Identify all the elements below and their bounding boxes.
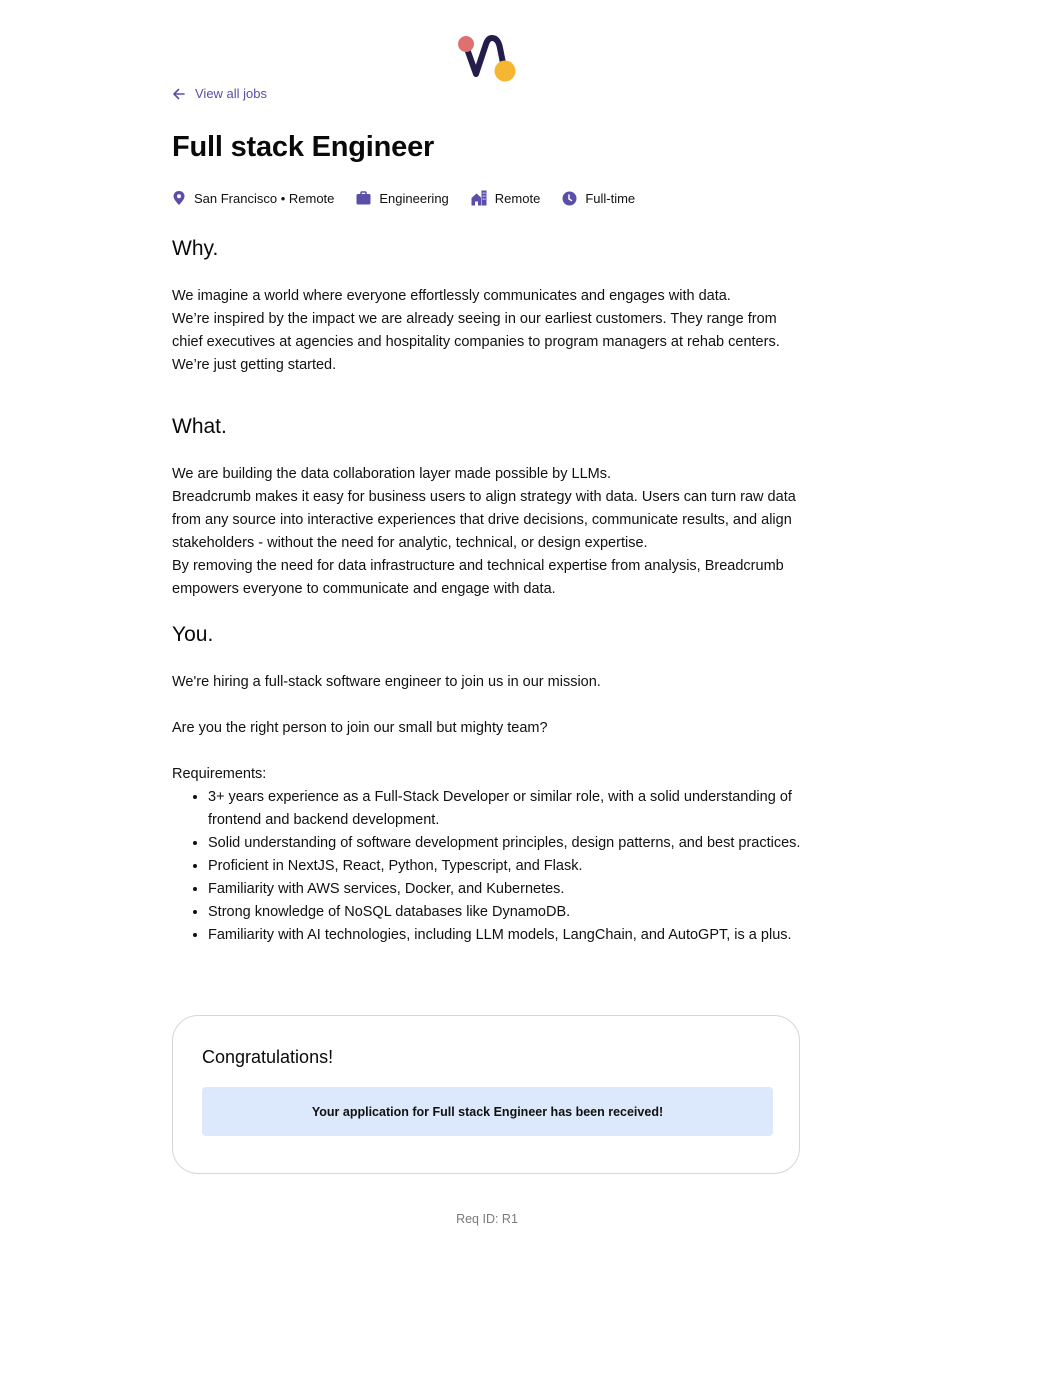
req-id: Req ID: R1 — [456, 1212, 518, 1226]
section-you-heading: You. — [172, 623, 214, 646]
requirement-item: • Familiarity with AWS services, Docker, and Kubernetes. — [208, 878, 802, 901]
meta-department-label: Engineering — [379, 190, 449, 206]
what-paragraph-1: We are building the data collaboration layer made possible by LLMs. — [172, 466, 612, 482]
requirement-item: • Proficient in NextJS, React, Python, Typescript, and Flask. — [208, 855, 802, 878]
why-paragraph-2: We’re inspired by the impact we are already seeing in our earliest customers. They range from chief executives at agencies and hospitality companies to program managers at rehab centers. We’re just getting started. — [172, 311, 780, 373]
view-all-jobs-link[interactable] — [172, 86, 267, 101]
job-meta — [172, 190, 657, 206]
view-all-jobs-label: View all jobs — [195, 86, 268, 101]
why-paragraph-1: We imagine a world where everyone effortlessly communicates and engages with data. — [172, 288, 731, 304]
requirement-item: • Solid understanding of software development principles, design patterns, and best practices. — [208, 832, 802, 855]
meta-employment-type — [562, 191, 635, 206]
requirements-list — [172, 786, 802, 947]
meta-employment-type-label: Full-time — [585, 190, 636, 206]
meta-workplace — [471, 190, 541, 206]
confirmation-title: Congratulations! — [202, 1047, 334, 1067]
clock-icon — [562, 191, 577, 206]
page-title: Full stack Engineer — [172, 131, 435, 163]
section-what — [172, 411, 802, 619]
section-why — [172, 233, 802, 411]
confirmation-message: Your application for Full stack Engineer has been received! — [202, 1087, 773, 1136]
requirement-item: • 3+ years experience as a Full-Stack Developer or similar role, with a solid understanding of frontend and backend development. — [208, 786, 802, 832]
section-you — [172, 619, 802, 947]
map-pin-icon — [172, 190, 186, 206]
briefcase-icon — [356, 191, 371, 205]
requirements-label: Requirements: — [172, 766, 267, 782]
meta-location-label: San Francisco • Remote — [194, 190, 335, 206]
arrow-left-icon — [172, 87, 186, 101]
what-paragraph-3: By removing the need for data infrastructure and technical expertise from analysis, Breadcrumb empowers everyone to communicate and engage with data. — [172, 558, 784, 597]
you-question: Are you the right person to join our small but mighty team? — [172, 720, 548, 736]
section-what-heading: What. — [172, 415, 227, 438]
application-confirmation-card — [172, 1015, 800, 1174]
building-icon — [471, 190, 487, 206]
section-why-heading: Why. — [172, 237, 219, 260]
job-description — [172, 233, 802, 947]
meta-department — [356, 191, 448, 206]
breadcrumb-logo — [456, 34, 518, 84]
what-paragraph-2: Breadcrumb makes it easy for business users to align strategy with data. Users can turn raw data from any source into interactive experiences that drive decisions, communicate results, and align stakeholders - without the need for analytic, technical, or design expertise. — [172, 489, 796, 551]
meta-workplace-label: Remote — [494, 190, 541, 206]
requirement-item: • Strong knowledge of NoSQL databases like DynamoDB. — [208, 901, 802, 924]
requirement-item: • Familiarity with AI technologies, including LLM models, LangChain, and AutoGPT, is a plus. — [208, 924, 802, 947]
meta-location — [172, 190, 334, 206]
you-intro: We're hiring a full-stack software engineer to join us in our mission. — [172, 674, 601, 690]
